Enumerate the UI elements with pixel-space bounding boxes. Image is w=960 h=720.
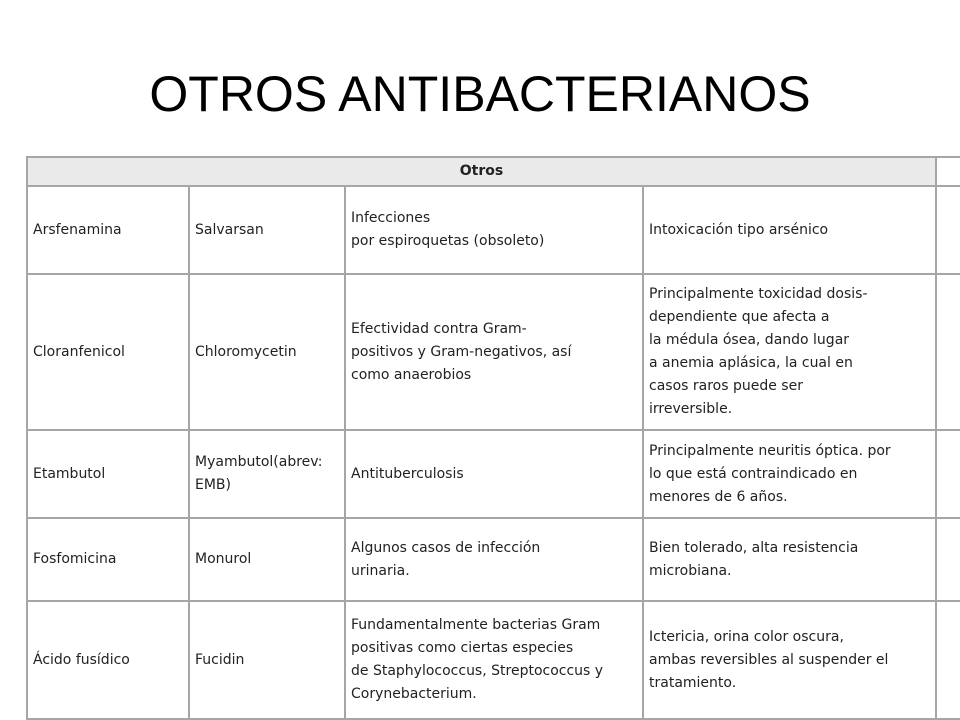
cropped-column-cell (936, 274, 960, 430)
cropped-column-cell (936, 430, 960, 518)
effects-cell: Principalmente neuritis óptica. por lo que está contraindicado en menores de 6 años. (643, 430, 936, 518)
cropped-column-cell (936, 601, 960, 719)
table-row (27, 518, 960, 601)
effects-cell: Bien tolerado, alta resistencia microbiana. (643, 518, 936, 601)
cropped-column-cell (936, 186, 960, 274)
brand-name-cell: Monurol (189, 518, 345, 601)
antibacterial-table-image (26, 156, 960, 720)
table-header-row (27, 157, 960, 186)
brand-name-cell: Chloromycetin (189, 274, 345, 430)
drug-name-cell: Fosfomicina (27, 518, 189, 601)
drug-name-cell: Etambutol (27, 430, 189, 518)
brand-name-cell: Fucidin (189, 601, 345, 719)
brand-name-cell: Myambutol(abrev: EMB) (189, 430, 345, 518)
table-header: Otros (27, 157, 936, 186)
use-cell: Antituberculosis (345, 430, 643, 518)
table-row (27, 430, 960, 518)
table-row (27, 186, 960, 274)
cropped-column-cell (936, 518, 960, 601)
brand-name-cell: Salvarsan (189, 186, 345, 274)
slide-title: OTROS ANTIBACTERIANOS (149, 66, 811, 122)
effects-cell: Ictericia, orina color oscura, ambas reversibles al suspender el tratamiento. (643, 601, 936, 719)
effects-cell: Principalmente toxicidad dosis- dependiente que afecta a la médula ósea, dando lugar a anemia aplásica, la cual en casos raros puede ser irreversible. (643, 274, 936, 430)
table-row (27, 274, 960, 430)
use-cell: Infecciones por espiroquetas (obsoleto) (345, 186, 643, 274)
table-row (27, 601, 960, 719)
use-cell: Fundamentalmente bacterias Gram positivas como ciertas especies de Staphylococcus, Streptococcus y Corynebacterium. (345, 601, 643, 719)
use-cell: Algunos casos de infección urinaria. (345, 518, 643, 601)
antibacterial-table (26, 156, 960, 720)
drug-name-cell: Cloranfenicol (27, 274, 189, 430)
cropped-column-cell (936, 157, 960, 186)
effects-cell: Intoxicación tipo arsénico (643, 186, 936, 274)
drug-name-cell: Ácido fusídico (27, 601, 189, 719)
use-cell: Efectividad contra Gram- positivos y Gram-negativos, así como anaerobios (345, 274, 643, 430)
drug-name-cell: Arsfenamina (27, 186, 189, 274)
